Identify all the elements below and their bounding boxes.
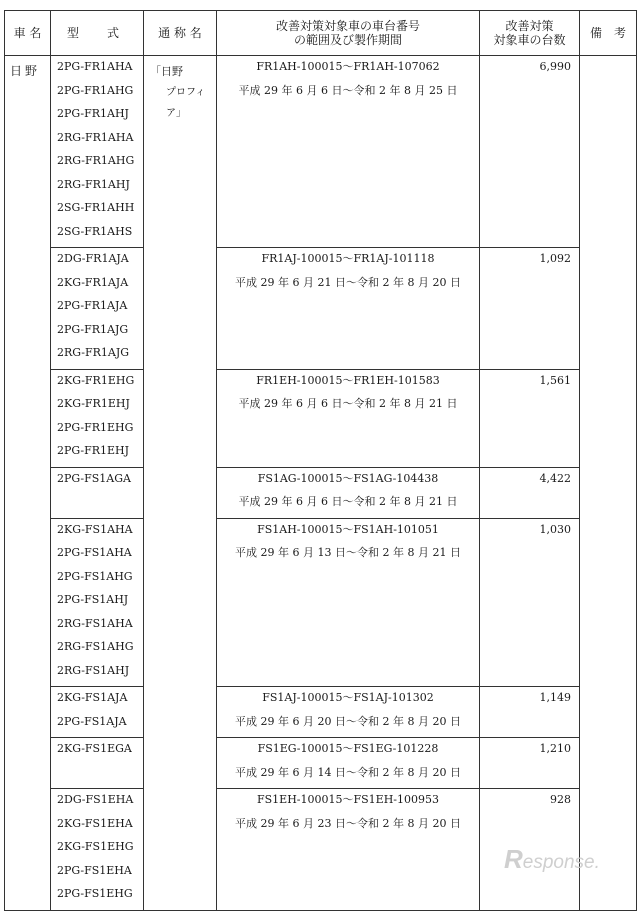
model-code: 2KG-FS1EHA (57, 816, 133, 830)
vehicle-count: 928 (480, 789, 580, 911)
model-list (51, 56, 144, 248)
model-code: 2PG-FS1AHG (57, 569, 133, 583)
vin-range: FS1EH-100015～FS1EH-100953 (257, 793, 439, 806)
production-period: 平成 29 年 6 月 6 日～令和 2 年 8 月 25 日 (238, 83, 458, 97)
model-code: 2PG-FS1EHA (57, 863, 132, 877)
model-code: 2PG-FR1AHA (57, 60, 133, 73)
header-count (480, 11, 580, 56)
vin-range: FR1AH-100015～FR1AH-107062 (256, 60, 440, 73)
production-period: 平成 29 年 6 月 6 日～令和 2 年 8 月 21 日 (238, 397, 458, 410)
recall-table (4, 10, 637, 911)
model-code: 2RG-FR1AHG (57, 154, 135, 167)
range-cell (217, 518, 480, 687)
header-vehicle-name: 通 称 名 (144, 11, 217, 56)
table-row (5, 738, 637, 789)
model-code: 2PG-FR1AHJ (57, 107, 129, 120)
header-maker: 車 名 (5, 11, 51, 56)
header-range-line2: の範囲及び製作期間 (293, 33, 402, 47)
header-model: 型 式 (51, 11, 144, 56)
header-range-line1: 改善対策対象車の車台番号 (275, 19, 420, 33)
table-row (5, 687, 637, 738)
production-period: 平成 29 年 6 月 20 日～令和 2 年 8 月 20 日 (235, 714, 461, 728)
header-count-line1: 改善対策 (505, 19, 554, 33)
range-cell (217, 687, 480, 738)
model-list (51, 738, 144, 789)
model-code: 2PG-FR1EHJ (57, 444, 130, 457)
vehicle-count: 6,990 (480, 56, 580, 248)
table-row (5, 518, 637, 687)
table-row (5, 56, 637, 248)
model-code: 2KG-FS1EHG (57, 840, 134, 853)
model-code: 2KG-FS1EGA (57, 742, 132, 755)
vehicle-count: 1,030 (480, 518, 580, 687)
production-period: 平成 29 年 6 月 13 日～令和 2 年 8 月 21 日 (235, 546, 461, 559)
notes-cell (580, 56, 637, 911)
range-cell (217, 467, 480, 518)
model-code: 2PG-FR1AJA (57, 299, 128, 312)
header-range (217, 11, 480, 56)
header-notes: 備 考 (580, 11, 637, 56)
vehicle-name-line1: 「日野 (150, 65, 183, 78)
range-cell (217, 738, 480, 789)
model-list (51, 248, 144, 370)
model-code: 2PG-FR1AHG (57, 83, 134, 97)
vin-range: FS1AG-100015～FS1AG-104438 (257, 471, 439, 485)
table-row (5, 369, 637, 467)
model-code: 2KG-FR1AJA (57, 275, 129, 289)
header-count-line2: 対象車の台数 (493, 33, 566, 47)
model-code: 2PG-FS1AGA (57, 471, 131, 485)
table-row (5, 248, 637, 370)
model-code: 2PG-FS1EHG (57, 887, 133, 900)
vin-range: FR1EH-100015～FR1EH-101583 (256, 373, 440, 387)
table-row (5, 467, 637, 518)
vin-range: FR1AJ-100015～FR1AJ-101118 (261, 252, 435, 265)
range-cell (217, 369, 480, 467)
vin-range: FS1AH-100015～FS1AH-101051 (257, 522, 439, 536)
vin-range: FS1AJ-100015～FS1AJ-101302 (262, 691, 434, 704)
vehicle-count: 1,149 (480, 687, 580, 738)
vin-range: FS1EG-100015～FS1EG-101228 (257, 742, 439, 755)
production-period: 平成 29 年 6 月 6 日～令和 2 年 8 月 21 日 (238, 495, 458, 508)
header-row (5, 11, 637, 56)
model-code: 2KG-FS1AHA (57, 522, 133, 536)
model-code: 2PG-FS1AHJ (57, 593, 129, 606)
model-list (51, 467, 144, 518)
vehicle-count: 1,561 (480, 369, 580, 467)
model-code: 2RG-FR1AHA (57, 130, 134, 144)
model-code: 2DG-FR1AJA (57, 252, 129, 265)
production-period: 平成 29 年 6 月 21 日～令和 2 年 8 月 20 日 (235, 275, 461, 289)
vehicle-count: 1,210 (480, 738, 580, 789)
production-period: 平成 29 年 6 月 14 日～令和 2 年 8 月 20 日 (235, 765, 461, 779)
maker-cell: 日野 (5, 56, 51, 911)
model-code: 2PG-FS1AHA (57, 546, 132, 559)
model-code: 2SG-FR1AHS (57, 224, 133, 238)
model-code: 2PG-FR1EHG (57, 420, 134, 434)
model-code: 2DG-FS1EHA (57, 793, 134, 806)
model-code: 2RG-FS1AHJ (57, 663, 130, 677)
model-code: 2PG-FS1AJA (57, 714, 127, 728)
model-code: 2KG-FR1EHG (57, 373, 135, 387)
model-code: 2PG-FR1AJG (57, 322, 129, 336)
model-code: 2RG-FS1AHA (57, 616, 133, 630)
model-code: 2KG-FS1AJA (57, 691, 128, 704)
model-code: 2RG-FR1AJG (57, 346, 130, 359)
model-code: 2RG-FR1AHJ (57, 177, 130, 191)
model-list (51, 369, 144, 467)
model-list (51, 687, 144, 738)
range-cell (217, 248, 480, 370)
range-cell (217, 56, 480, 248)
vehicle-count: 1,092 (480, 248, 580, 370)
production-period: 平成 29 年 6 月 23 日～令和 2 年 8 月 20 日 (235, 816, 461, 830)
response-logo: Response. (504, 844, 600, 874)
vehicle-count: 4,422 (480, 467, 580, 518)
vehicle-name-cell (144, 56, 217, 911)
vehicle-name-line2: プロフィア」 (166, 87, 206, 119)
model-code: 2KG-FR1EHJ (57, 397, 130, 410)
model-list (51, 518, 144, 687)
model-code: 2SG-FR1AHH (57, 201, 135, 214)
model-code: 2RG-FS1AHG (57, 640, 134, 653)
